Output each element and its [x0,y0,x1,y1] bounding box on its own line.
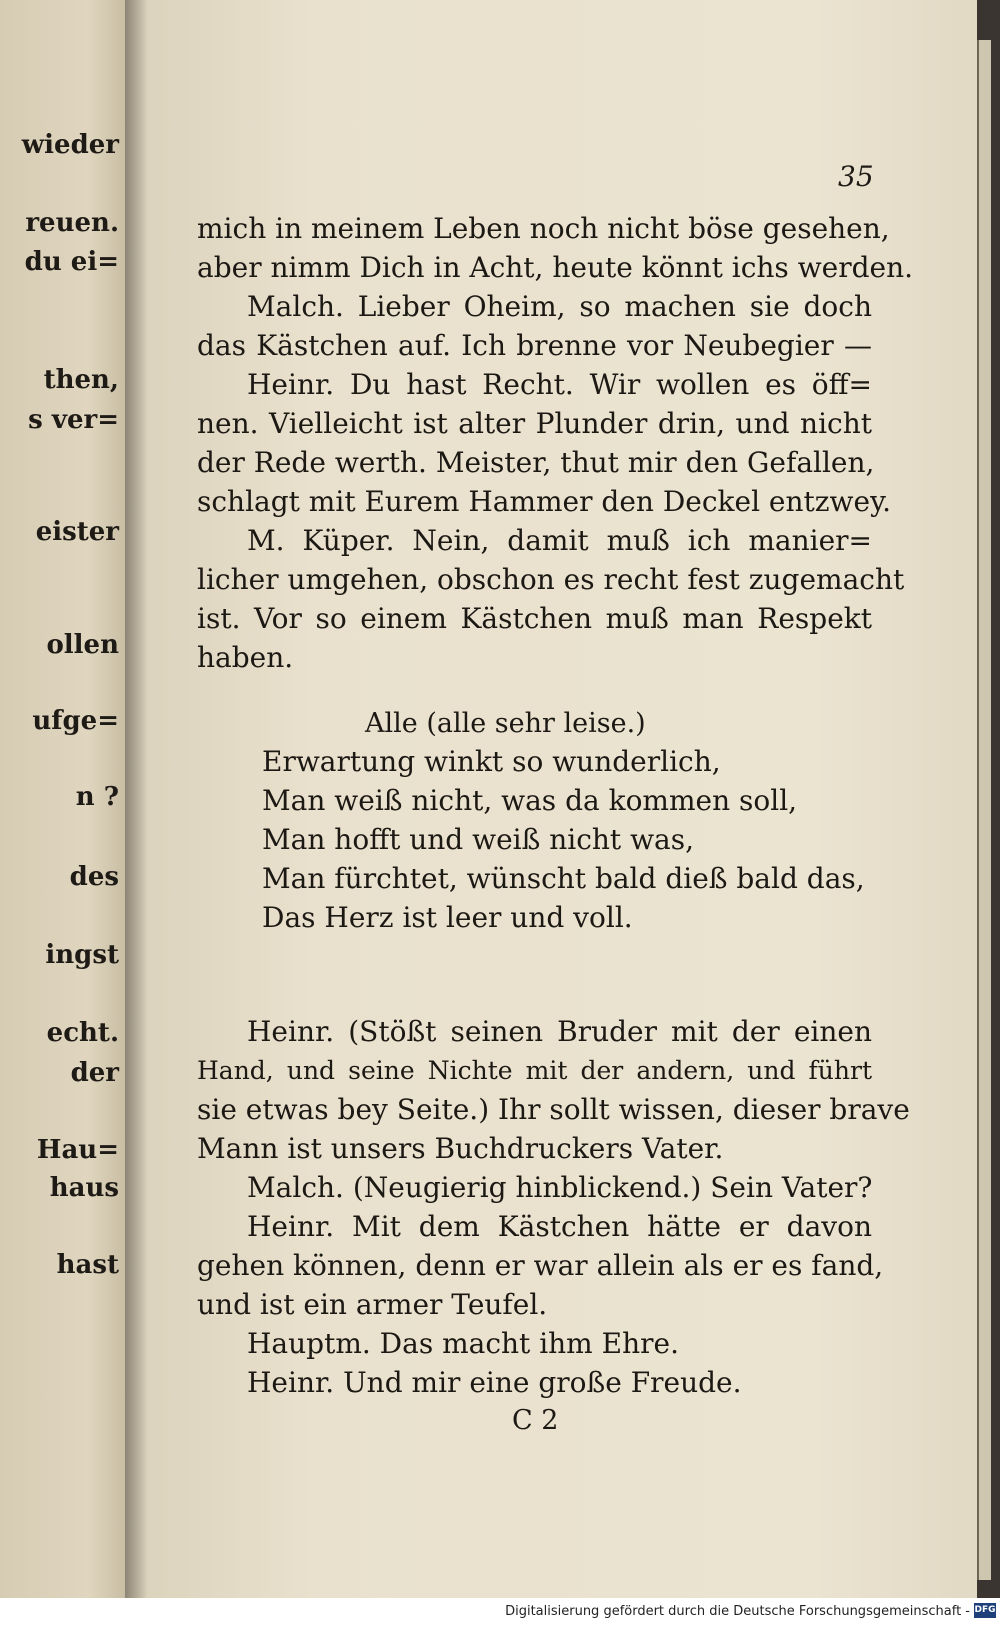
text-line: der Rede werth. Meister, thut mir den Gefallen, [197,446,875,479]
left-page-edge [0,0,125,1625]
left-fragment: ingst [45,940,119,970]
dfg-logo-icon: DFG [974,1603,996,1618]
text-line: licher umgehen, obschon es recht fest zugemacht [197,563,905,596]
left-fragment: haus [49,1173,119,1203]
left-fragment: Hau= [36,1135,119,1165]
left-fragment: echt. [46,1018,119,1048]
text-line: nen. Vielleicht ist alter Plunder drin, und nicht [197,407,872,440]
speaker-line: Heinr. (Stößt seinen Bruder mit der einen [247,1015,872,1048]
verse-line: Man hofft und weiß nicht was, [262,823,695,856]
verse-line: Erwartung winkt so wunderlich, [262,745,721,778]
speaker-line: Malch. Lieber Oheim, so machen sie doch [247,290,872,323]
left-fragment: n ? [75,782,119,812]
text-line: ist. Vor so einem Kästchen muß man Respekt [197,602,872,635]
text-line: haben. [197,641,294,674]
page-edge [977,40,991,1580]
song-heading: Alle (alle sehr leise.) [365,708,646,739]
left-fragment: ufge= [32,706,119,736]
signature-mark: C 2 [512,1405,559,1436]
speaker-line: Hauptm. Das macht ihm Ehre. [247,1327,679,1360]
text-line: sie etwas bey Seite.) Ihr sollt wissen, dieser brave [197,1093,910,1126]
left-fragment: reuen. [25,208,119,238]
verse-line: Man weiß nicht, was da kommen soll, [262,784,798,817]
stage-direction-line: Hand, und seine Nichte mit der andern, und führt [197,1056,872,1085]
speaker-line: M. Küper. Nein, damit muß ich manier= [247,524,872,557]
left-fragment: ollen [46,630,119,660]
text-line: mich in meinem Leben noch nicht böse gesehen, [197,212,890,245]
left-fragment: wieder [21,130,119,160]
left-fragment: du ei= [24,247,119,277]
text-line: aber nimm Dich in Acht, heute könnt ichs werden. [197,251,914,284]
speaker-line: Heinr. Du hast Recht. Wir wollen es öff= [247,368,872,401]
text-line: schlagt mit Eurem Hammer den Deckel entzwey. [197,485,892,518]
footer-credit: Digitalisierung gefördert durch die Deutsche Forschungsgemeinschaft - [505,1604,970,1619]
left-fragment: des [69,862,119,892]
verse-line: Man fürchtet, wünscht bald dieß bald das, [262,862,865,895]
text-line: das Kästchen auf. Ich brenne vor Neubegier — [197,329,872,362]
left-fragment: s ver= [28,405,119,435]
speaker-line: Heinr. Mit dem Kästchen hätte er davon [247,1210,872,1243]
left-fragment: eister [35,517,119,547]
page-number: 35 [838,160,874,193]
left-fragment: then, [43,365,119,395]
left-fragment: hast [56,1250,119,1280]
text-line: und ist ein armer Teufel. [197,1288,548,1321]
text-line: Mann ist unsers Buchdruckers Vater. [197,1132,724,1165]
speaker-line: Heinr. Und mir eine große Freude. [247,1366,742,1399]
text-line: gehen können, denn er war allein als er es fand, [197,1249,884,1282]
book-gutter [125,0,147,1625]
left-fragment: der [70,1058,119,1088]
verse-line: Das Herz ist leer und voll. [262,901,633,934]
footer-bar [0,1598,1000,1625]
speaker-line: Malch. (Neugierig hinblickend.) Sein Vater? [247,1171,873,1204]
